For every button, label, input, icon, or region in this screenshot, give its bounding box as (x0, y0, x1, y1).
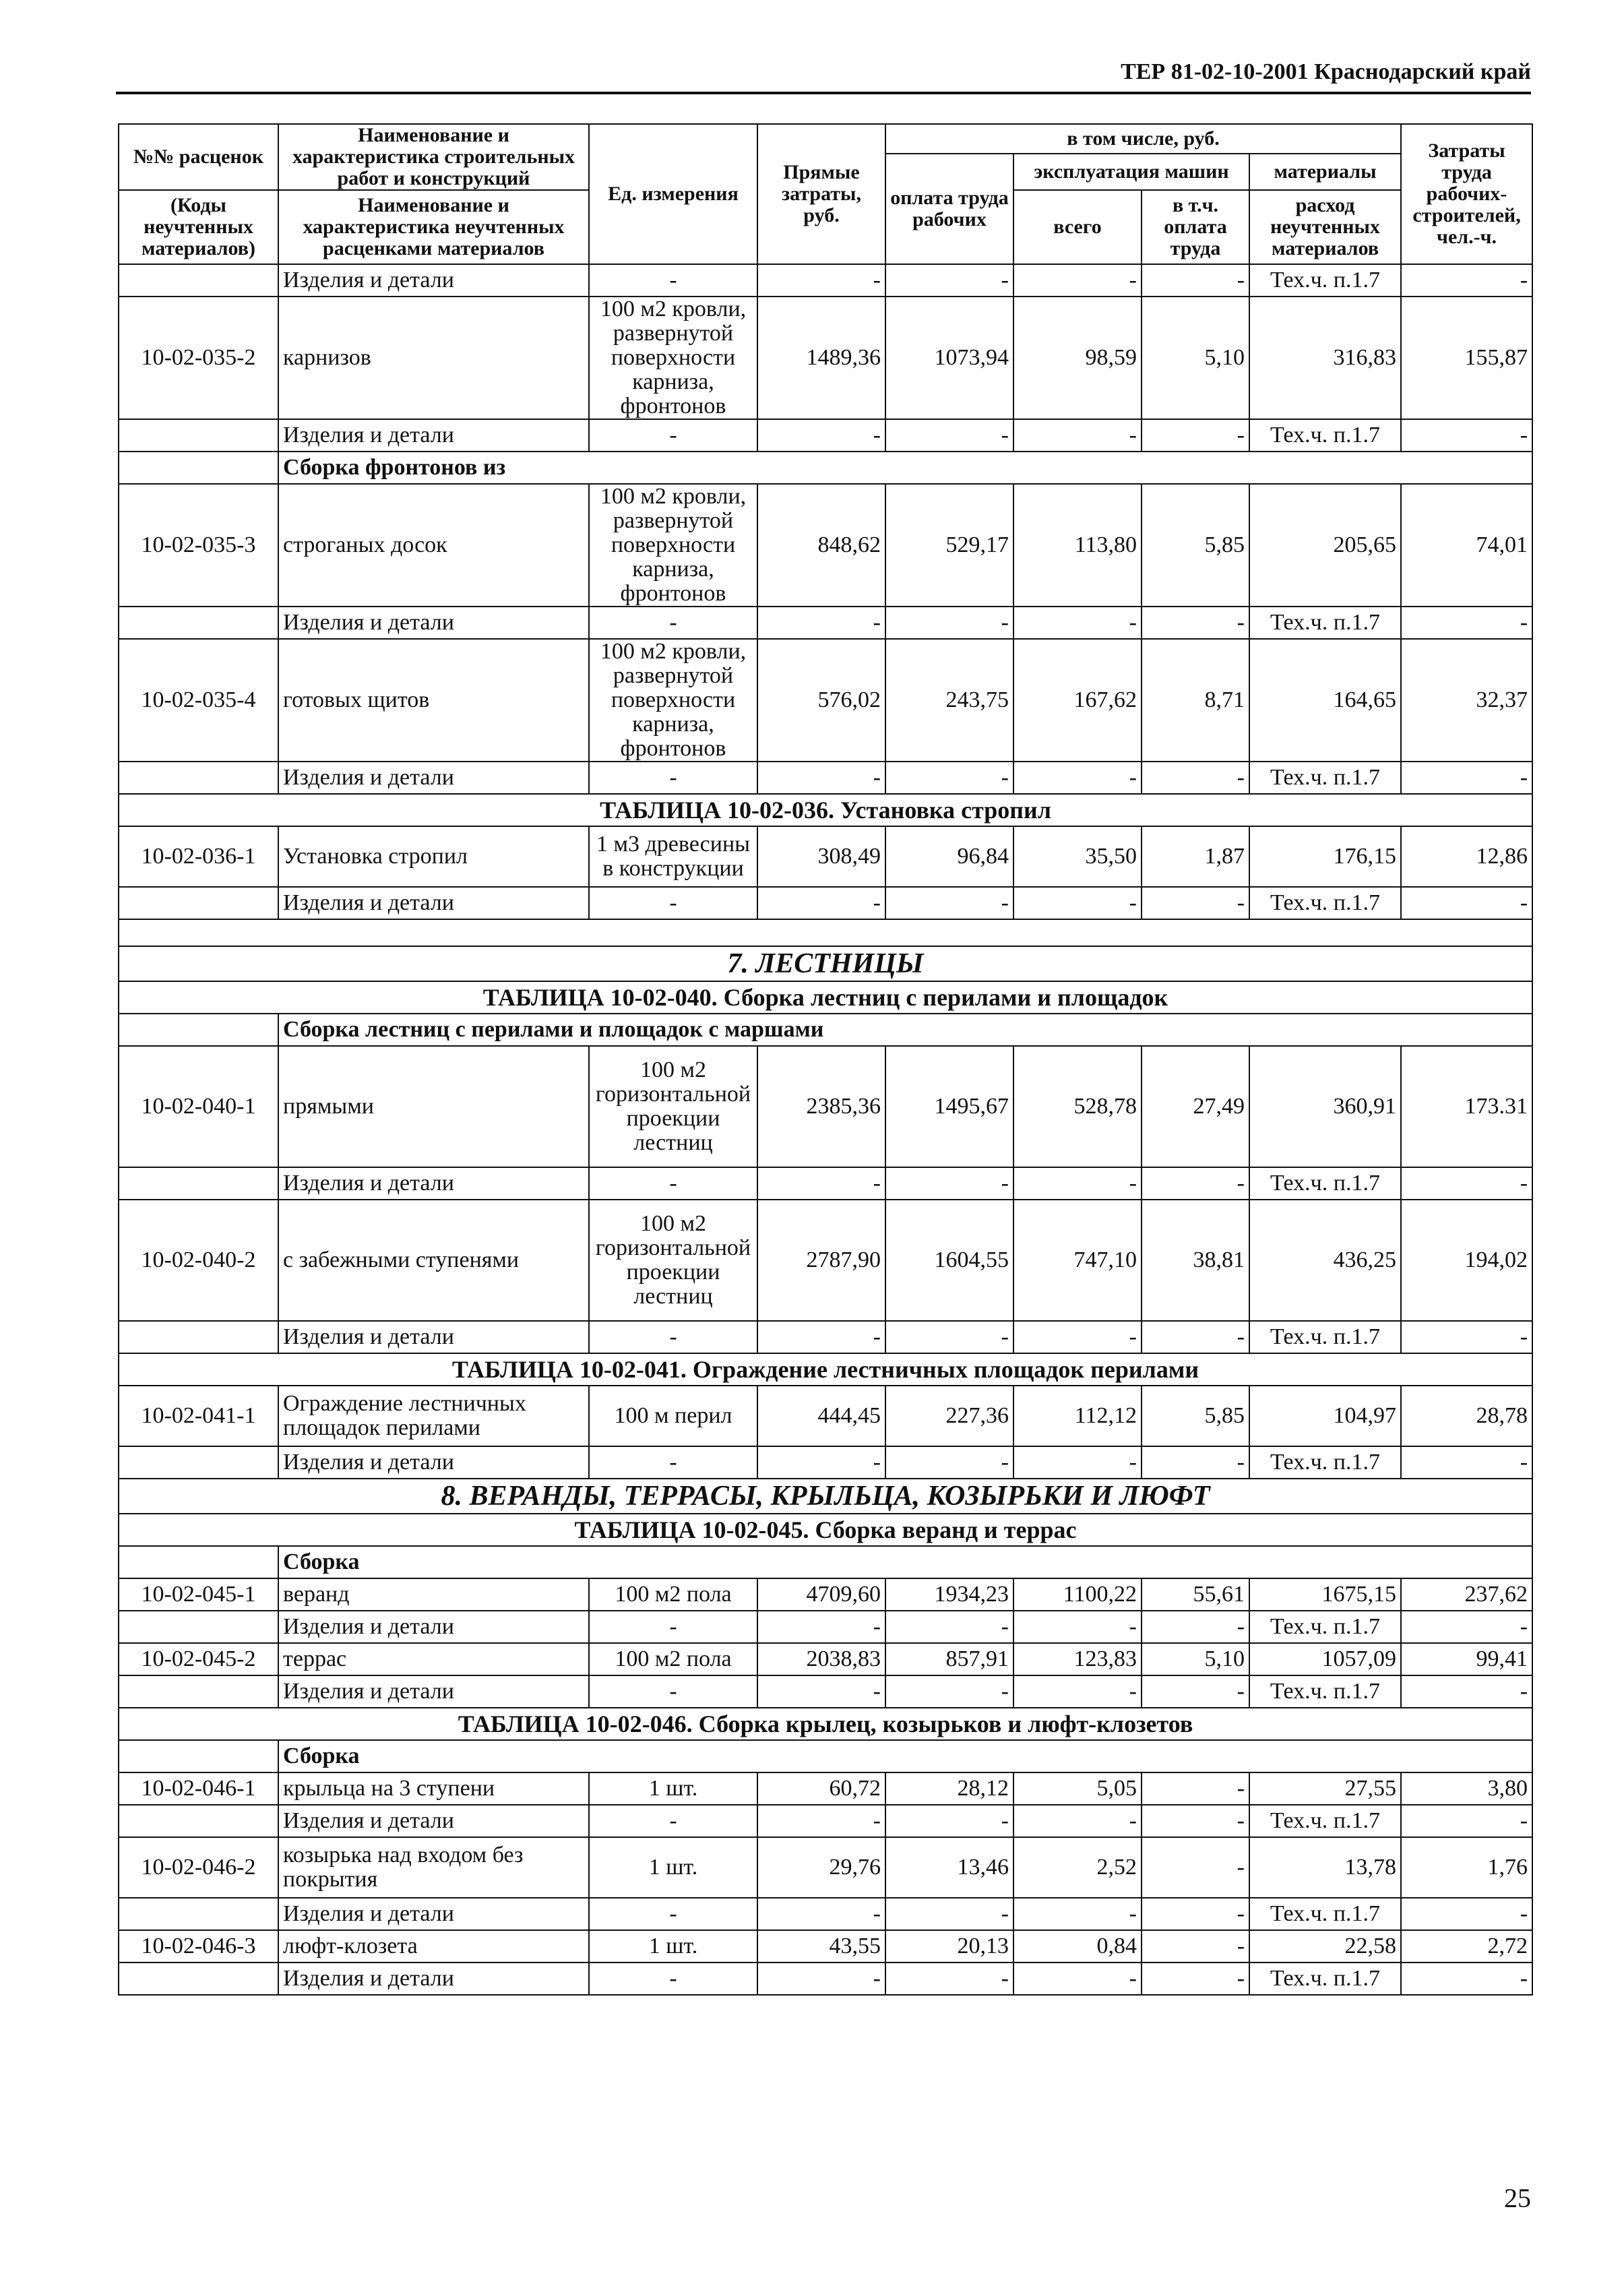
labor-pay-cell: 1495,67 (885, 1046, 1013, 1167)
work-name-cell: Изделия и детали (278, 1611, 589, 1643)
col-machines-labor: в т.ч. оплата труда (1142, 190, 1249, 264)
labor-pay-cell: - (885, 1963, 1013, 1995)
machines-labor-cell: 5,85 (1142, 484, 1249, 607)
rate-code-cell: 10-02-035-4 (119, 639, 278, 762)
rate-code-cell (119, 607, 278, 639)
table-row (119, 762, 1532, 794)
table-row (119, 297, 1532, 419)
machines-total-cell: 0,84 (1013, 1930, 1142, 1963)
labor-cost-cell: 173.31 (1401, 1046, 1532, 1167)
machines-labor-cell: - (1142, 1321, 1249, 1353)
work-name-cell: готовых щитов (278, 639, 589, 762)
materials-cell: 104,97 (1249, 1386, 1401, 1446)
materials-cell: 1057,09 (1249, 1643, 1401, 1675)
work-name-cell: с забежными ступенями (278, 1200, 589, 1321)
direct-cost-cell: - (757, 264, 885, 297)
group-heading: Сборка лестниц с перилами и площадок с маршами (278, 1014, 1532, 1046)
machines-total-cell: - (1013, 264, 1142, 297)
direct-cost-cell: - (757, 1611, 885, 1643)
machines-labor-cell: - (1142, 264, 1249, 297)
labor-cost-cell: - (1401, 762, 1532, 794)
machines-labor-cell: 1,87 (1142, 826, 1249, 887)
direct-cost-cell: 2038,83 (757, 1643, 885, 1675)
section-title: 7. ЛЕСТНИЦЫ (119, 946, 1532, 981)
labor-pay-cell: 529,17 (885, 484, 1013, 607)
unit-cell: 1 шт. (589, 1837, 757, 1898)
group-row (119, 452, 1532, 484)
rate-code-cell: 10-02-040-2 (119, 1200, 278, 1321)
table-row (119, 1805, 1532, 1837)
machines-total-cell: 112,12 (1013, 1386, 1142, 1446)
materials-cell: Тех.ч. п.1.7 (1249, 607, 1401, 639)
machines-total-cell: - (1013, 1675, 1142, 1708)
work-name-cell: крыльца на 3 ступени (278, 1772, 589, 1805)
table-row (119, 1930, 1532, 1963)
direct-cost-cell: - (757, 419, 885, 452)
table-row (119, 1675, 1532, 1708)
empty-code-cell (119, 1014, 278, 1046)
labor-cost-cell: - (1401, 607, 1532, 639)
col-code-top: №№ расценок (119, 124, 278, 190)
labor-pay-cell: - (885, 419, 1013, 452)
direct-cost-cell: - (757, 1321, 885, 1353)
materials-cell: Тех.ч. п.1.7 (1249, 264, 1401, 297)
rate-code-cell (119, 762, 278, 794)
machines-labor-cell: 55,61 (1142, 1578, 1249, 1611)
labor-cost-cell: - (1401, 887, 1532, 919)
rate-code-cell: 10-02-045-2 (119, 1643, 278, 1675)
direct-cost-cell: 444,45 (757, 1386, 885, 1446)
labor-pay-cell: 20,13 (885, 1930, 1013, 1963)
table-row (119, 1837, 1532, 1898)
labor-pay-cell: - (885, 1611, 1013, 1643)
rate-code-cell (119, 419, 278, 452)
table-row (119, 826, 1532, 887)
machines-labor-cell: - (1142, 1167, 1249, 1200)
col-materials: материалы (1249, 154, 1401, 190)
section-row (119, 1479, 1532, 1514)
direct-cost-cell: 60,72 (757, 1772, 885, 1805)
group-row (119, 1546, 1532, 1578)
materials-cell: Тех.ч. п.1.7 (1249, 1963, 1401, 1995)
labor-cost-cell: 1,76 (1401, 1837, 1532, 1898)
col-machines: эксплуатация машин (1013, 154, 1249, 190)
table-row (119, 419, 1532, 452)
machines-labor-cell: - (1142, 607, 1249, 639)
unit-cell: 100 м2 кровли, развернутой поверхности карниза, фронтонов (589, 297, 757, 419)
unit-cell: - (589, 1611, 757, 1643)
work-name-cell: Изделия и детали (278, 1675, 589, 1708)
table-title: ТАБЛИЦА 10-02-045. Сборка веранд и террас (119, 1514, 1532, 1546)
rate-code-cell (119, 1898, 278, 1930)
table-title: ТАБЛИЦА 10-02-040. Сборка лестниц с перилами и площадок (119, 981, 1532, 1014)
rate-code-cell (119, 1167, 278, 1200)
labor-cost-cell: - (1401, 1898, 1532, 1930)
materials-cell: Тех.ч. п.1.7 (1249, 1805, 1401, 1837)
unit-cell: - (589, 264, 757, 297)
materials-cell: Тех.ч. п.1.7 (1249, 1898, 1401, 1930)
direct-cost-cell: - (757, 887, 885, 919)
machines-total-cell: - (1013, 762, 1142, 794)
materials-cell: 27,55 (1249, 1772, 1401, 1805)
group-row (119, 1014, 1532, 1046)
machines-labor-cell: - (1142, 1805, 1249, 1837)
machines-labor-cell: 5,10 (1142, 1643, 1249, 1675)
rate-code-cell (119, 1611, 278, 1643)
work-name-cell: козырька над входом без покрытия (278, 1837, 589, 1898)
machines-total-cell: - (1013, 1321, 1142, 1353)
blank-cell (119, 919, 1532, 946)
materials-cell: Тех.ч. п.1.7 (1249, 1611, 1401, 1643)
machines-labor-cell: 8,71 (1142, 639, 1249, 762)
machines-total-cell: 747,10 (1013, 1200, 1142, 1321)
machines-total-cell: 35,50 (1013, 826, 1142, 887)
unit-cell: - (589, 1898, 757, 1930)
labor-cost-cell: - (1401, 419, 1532, 452)
direct-cost-cell: - (757, 1675, 885, 1708)
empty-code-cell (119, 452, 278, 484)
direct-cost-cell: - (757, 607, 885, 639)
materials-cell: 22,58 (1249, 1930, 1401, 1963)
direct-cost-cell: 29,76 (757, 1837, 885, 1898)
unit-cell: - (589, 1963, 757, 1995)
machines-total-cell: 2,52 (1013, 1837, 1142, 1898)
work-name-cell: Ограждение лестничных площадок перилами (278, 1386, 589, 1446)
labor-cost-cell: 74,01 (1401, 484, 1532, 607)
rate-code-cell (119, 1321, 278, 1353)
materials-cell: 164,65 (1249, 639, 1401, 762)
rate-code-cell: 10-02-035-2 (119, 297, 278, 419)
machines-total-cell: - (1013, 1446, 1142, 1479)
work-name-cell: Изделия и детали (278, 1805, 589, 1837)
labor-cost-cell: 2,72 (1401, 1930, 1532, 1963)
machines-total-cell: - (1013, 1167, 1142, 1200)
table-row (119, 1386, 1532, 1446)
work-name-cell: Изделия и детали (278, 1963, 589, 1995)
unit-cell: 1 шт. (589, 1930, 757, 1963)
unit-cell: - (589, 1675, 757, 1708)
unit-cell: 100 м перил (589, 1386, 757, 1446)
table-row (119, 1898, 1532, 1930)
rate-code-cell: 10-02-041-1 (119, 1386, 278, 1446)
table-row (119, 1200, 1532, 1321)
machines-labor-cell: 38,81 (1142, 1200, 1249, 1321)
direct-cost-cell: 2385,36 (757, 1046, 885, 1167)
rate-code-cell (119, 887, 278, 919)
rate-code-cell (119, 1963, 278, 1995)
col-unit: Ед. измерения (589, 124, 757, 264)
labor-pay-cell: - (885, 1898, 1013, 1930)
labor-cost-cell: - (1401, 1167, 1532, 1200)
col-direct: Прямые затраты, руб. (757, 124, 885, 264)
rate-code-cell (119, 1805, 278, 1837)
unit-cell: - (589, 419, 757, 452)
direct-cost-cell: 2787,90 (757, 1200, 885, 1321)
table-row (119, 1578, 1532, 1611)
labor-cost-cell: - (1401, 1805, 1532, 1837)
table-row (119, 1963, 1532, 1995)
machines-labor-cell: - (1142, 1772, 1249, 1805)
materials-cell: Тех.ч. п.1.7 (1249, 1321, 1401, 1353)
direct-cost-cell: 308,49 (757, 826, 885, 887)
machines-total-cell: 98,59 (1013, 297, 1142, 419)
materials-cell: Тех.ч. п.1.7 (1249, 1167, 1401, 1200)
materials-cell: Тех.ч. п.1.7 (1249, 1446, 1401, 1479)
direct-cost-cell: 4709,60 (757, 1578, 885, 1611)
unit-cell: 100 м2 горизонтальной проекции лестниц (589, 1046, 757, 1167)
direct-cost-cell: 1489,36 (757, 297, 885, 419)
work-name-cell: террас (278, 1643, 589, 1675)
machines-total-cell: 5,05 (1013, 1772, 1142, 1805)
table-row (119, 264, 1532, 297)
direct-cost-cell: - (757, 1167, 885, 1200)
table-row (119, 607, 1532, 639)
unit-cell: 100 м2 пола (589, 1643, 757, 1675)
work-name-cell: Изделия и детали (278, 419, 589, 452)
labor-cost-cell: 99,41 (1401, 1643, 1532, 1675)
materials-cell: 176,15 (1249, 826, 1401, 887)
unit-cell: 100 м2 кровли, развернутой поверхности карниза, фронтонов (589, 639, 757, 762)
labor-pay-cell: 243,75 (885, 639, 1013, 762)
labor-pay-cell: - (885, 1805, 1013, 1837)
materials-cell: Тех.ч. п.1.7 (1249, 419, 1401, 452)
document-header: ТЕР 81-02-10-2001 Краснодарский край (1121, 59, 1531, 84)
work-name-cell: Изделия и детали (278, 762, 589, 794)
labor-cost-cell: 32,37 (1401, 639, 1532, 762)
machines-labor-cell: - (1142, 1837, 1249, 1898)
blank-row (119, 919, 1532, 946)
rate-code-cell (119, 1675, 278, 1708)
rate-code-cell: 10-02-035-3 (119, 484, 278, 607)
labor-pay-cell: - (885, 1675, 1013, 1708)
work-name-cell: Изделия и детали (278, 1898, 589, 1930)
section-row (119, 946, 1532, 981)
group-row (119, 1740, 1532, 1772)
unit-cell: - (589, 762, 757, 794)
materials-cell: 316,83 (1249, 297, 1401, 419)
section-title: 8. ВЕРАНДЫ, ТЕРРАСЫ, КРЫЛЬЦА, КОЗЫРЬКИ И ЛЮФТ (119, 1479, 1532, 1514)
table-title: ТАБЛИЦА 10-02-036. Установка стропил (119, 794, 1532, 826)
materials-cell: 360,91 (1249, 1046, 1401, 1167)
machines-total-cell: - (1013, 607, 1142, 639)
labor-pay-cell: 1934,23 (885, 1578, 1013, 1611)
materials-cell: 205,65 (1249, 484, 1401, 607)
materials-cell: Тех.ч. п.1.7 (1249, 887, 1401, 919)
machines-total-cell: - (1013, 887, 1142, 919)
table-row (119, 1446, 1532, 1479)
labor-cost-cell: 12,86 (1401, 826, 1532, 887)
rate-code-cell: 10-02-046-1 (119, 1772, 278, 1805)
labor-pay-cell: 13,46 (885, 1837, 1013, 1898)
table-title: ТАБЛИЦА 10-02-046. Сборка крылец, козырьков и люфт-клозетов (119, 1708, 1532, 1740)
machines-labor-cell: - (1142, 1898, 1249, 1930)
labor-pay-cell: - (885, 1321, 1013, 1353)
machines-total-cell: 113,80 (1013, 484, 1142, 607)
unit-cell: - (589, 1167, 757, 1200)
table-body (119, 264, 1532, 1995)
machines-labor-cell: 5,10 (1142, 297, 1249, 419)
machines-labor-cell: - (1142, 419, 1249, 452)
table-row (119, 1643, 1532, 1675)
machines-total-cell: - (1013, 1611, 1142, 1643)
machines-labor-cell: - (1142, 1675, 1249, 1708)
work-name-cell: карнизов (278, 297, 589, 419)
direct-cost-cell: 848,62 (757, 484, 885, 607)
work-name-cell: Изделия и детали (278, 887, 589, 919)
machines-total-cell: - (1013, 1805, 1142, 1837)
labor-cost-cell: - (1401, 1675, 1532, 1708)
page-number: 25 (1504, 2183, 1531, 2213)
unit-cell: - (589, 607, 757, 639)
unit-cell: 100 м2 пола (589, 1578, 757, 1611)
machines-total-cell: 167,62 (1013, 639, 1142, 762)
table-title-row (119, 1353, 1532, 1386)
table-row (119, 484, 1532, 607)
labor-cost-cell: 237,62 (1401, 1578, 1532, 1611)
labor-cost-cell: 3,80 (1401, 1772, 1532, 1805)
work-name-cell: прямыми (278, 1046, 589, 1167)
unit-cell: - (589, 887, 757, 919)
machines-total-cell: - (1013, 1898, 1142, 1930)
labor-cost-cell: 194,02 (1401, 1200, 1532, 1321)
direct-cost-cell: - (757, 1805, 885, 1837)
unit-cell: - (589, 1805, 757, 1837)
col-name-bottom: Наименование и характеристика неучтенных расценками материалов (278, 190, 589, 264)
unit-cell: 100 м2 горизонтальной проекции лестниц (589, 1200, 757, 1321)
machines-total-cell: 1100,22 (1013, 1578, 1142, 1611)
work-name-cell: строганых досок (278, 484, 589, 607)
rate-code-cell (119, 264, 278, 297)
unit-cell: 1 шт. (589, 1772, 757, 1805)
group-heading: Сборка (278, 1740, 1532, 1772)
labor-pay-cell: 1604,55 (885, 1200, 1013, 1321)
labor-pay-cell: 857,91 (885, 1643, 1013, 1675)
machines-labor-cell: 27,49 (1142, 1046, 1249, 1167)
direct-cost-cell: - (757, 1446, 885, 1479)
table-title: ТАБЛИЦА 10-02-041. Ограждение лестничных площадок перилами (119, 1353, 1532, 1386)
table-title-row (119, 1514, 1532, 1546)
unit-cell: - (589, 1446, 757, 1479)
rate-code-cell (119, 1446, 278, 1479)
rate-code-cell: 10-02-036-1 (119, 826, 278, 887)
machines-labor-cell: - (1142, 1930, 1249, 1963)
machines-total-cell: 123,83 (1013, 1643, 1142, 1675)
labor-pay-cell: 96,84 (885, 826, 1013, 887)
empty-code-cell (119, 1546, 278, 1578)
labor-pay-cell: - (885, 264, 1013, 297)
materials-cell: 1675,15 (1249, 1578, 1401, 1611)
table-title-row (119, 981, 1532, 1014)
labor-cost-cell: - (1401, 1611, 1532, 1643)
materials-cell: Тех.ч. п.1.7 (1249, 1675, 1401, 1708)
table-row (119, 639, 1532, 762)
rates-table (118, 123, 1533, 1996)
unit-cell: 1 м3 древесины в конструкции (589, 826, 757, 887)
rate-code-cell: 10-02-045-1 (119, 1578, 278, 1611)
work-name-cell: Изделия и детали (278, 1446, 589, 1479)
direct-cost-cell: - (757, 762, 885, 794)
machines-total-cell: 528,78 (1013, 1046, 1142, 1167)
labor-cost-cell: 28,78 (1401, 1386, 1532, 1446)
work-name-cell: Изделия и детали (278, 1321, 589, 1353)
table-row (119, 887, 1532, 919)
rate-code-cell: 10-02-046-3 (119, 1930, 278, 1963)
unit-cell: 100 м2 кровли, развернутой поверхности карниза, фронтонов (589, 484, 757, 607)
group-heading: Сборка фронтонов из (278, 452, 1532, 484)
labor-pay-cell: - (885, 1167, 1013, 1200)
table-title-row (119, 1708, 1532, 1740)
labor-cost-cell: - (1401, 1963, 1532, 1995)
machines-labor-cell: - (1142, 1963, 1249, 1995)
direct-cost-cell: 43,55 (757, 1930, 885, 1963)
direct-cost-cell: - (757, 1898, 885, 1930)
labor-pay-cell: 28,12 (885, 1772, 1013, 1805)
work-name-cell: веранд (278, 1578, 589, 1611)
table-row (119, 1321, 1532, 1353)
table-header (119, 124, 1532, 264)
labor-pay-cell: - (885, 607, 1013, 639)
col-name-top: Наименование и характеристика строительных работ и конструкций (278, 124, 589, 190)
machines-labor-cell: - (1142, 1446, 1249, 1479)
col-materials-sub: расход неучтенных материалов (1249, 190, 1401, 264)
group-heading: Сборка (278, 1546, 1532, 1578)
labor-pay-cell: - (885, 1446, 1013, 1479)
rate-code-cell: 10-02-040-1 (119, 1046, 278, 1167)
labor-pay-cell: - (885, 762, 1013, 794)
labor-cost-cell: - (1401, 1321, 1532, 1353)
machines-total-cell: - (1013, 1963, 1142, 1995)
col-labor-cost: Затраты труда рабочих-строителей, чел.-ч. (1401, 124, 1532, 264)
labor-pay-cell: - (885, 887, 1013, 919)
rate-code-cell: 10-02-046-2 (119, 1837, 278, 1898)
table-row (119, 1611, 1532, 1643)
materials-cell: Тех.ч. п.1.7 (1249, 762, 1401, 794)
col-labor-pay: оплата труда рабочих (885, 154, 1013, 264)
labor-pay-cell: 227,36 (885, 1386, 1013, 1446)
work-name-cell: Изделия и детали (278, 607, 589, 639)
col-incl: в том числе, руб. (885, 124, 1401, 154)
labor-cost-cell: 155,87 (1401, 297, 1532, 419)
labor-cost-cell: - (1401, 1446, 1532, 1479)
work-name-cell: Изделия и детали (278, 1167, 589, 1200)
materials-cell: 13,78 (1249, 1837, 1401, 1898)
machines-labor-cell: 5,85 (1142, 1386, 1249, 1446)
direct-cost-cell: 576,02 (757, 639, 885, 762)
labor-cost-cell: - (1401, 264, 1532, 297)
col-code-bottom: (Коды неучтенных материалов) (119, 190, 278, 264)
work-name-cell: люфт-клозета (278, 1930, 589, 1963)
table-row (119, 1167, 1532, 1200)
machines-labor-cell: - (1142, 1611, 1249, 1643)
materials-cell: 436,25 (1249, 1200, 1401, 1321)
machines-labor-cell: - (1142, 762, 1249, 794)
unit-cell: - (589, 1321, 757, 1353)
work-name-cell: Установка стропил (278, 826, 589, 887)
work-name-cell: Изделия и детали (278, 264, 589, 297)
direct-cost-cell: - (757, 1963, 885, 1995)
empty-code-cell (119, 1740, 278, 1772)
machines-total-cell: - (1013, 419, 1142, 452)
table-row (119, 1046, 1532, 1167)
col-machines-total: всего (1013, 190, 1142, 264)
machines-labor-cell: - (1142, 887, 1249, 919)
header-rule (116, 92, 1531, 94)
labor-pay-cell: 1073,94 (885, 297, 1013, 419)
table-title-row (119, 794, 1532, 826)
table-row (119, 1772, 1532, 1805)
